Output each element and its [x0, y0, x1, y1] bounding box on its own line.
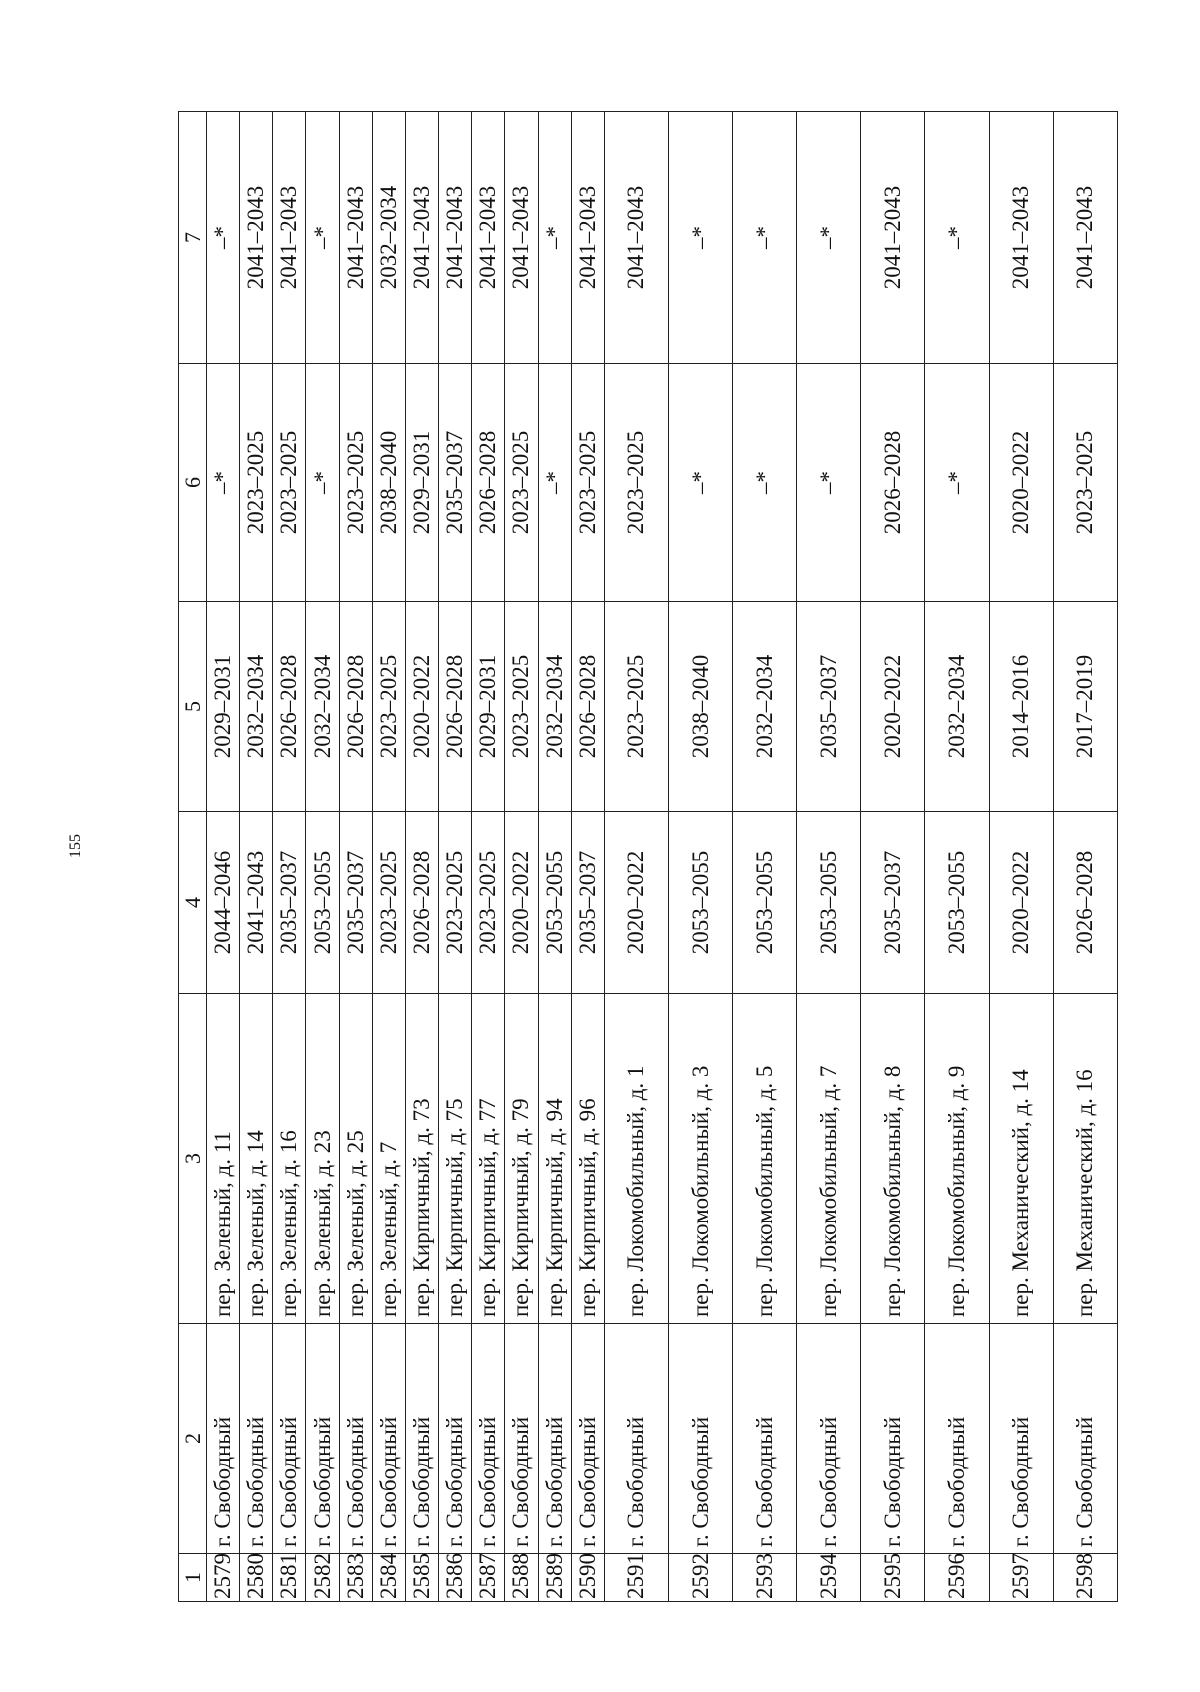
period-col5-cell: 2029–2031: [472, 602, 505, 812]
period-col7-cell: –*: [925, 112, 989, 364]
period-col4-cell: 2041–2043: [240, 812, 273, 994]
period-col4-cell: 2053–2055: [306, 812, 339, 994]
address-cell: пер. Зеленый, д. 11: [207, 994, 240, 1324]
period-col4-cell: 2053–2055: [925, 812, 989, 994]
address-cell: пер. Локомобильный, д. 1: [604, 994, 668, 1324]
period-col6-cell: –*: [733, 364, 797, 602]
city-cell: г. Свободный: [668, 1324, 732, 1554]
period-col4-cell: 2053–2055: [797, 812, 861, 994]
table-row: [472, 112, 505, 1602]
address-cell: пер. Зеленый, д. 16: [273, 994, 306, 1324]
city-cell: г. Свободный: [538, 1324, 571, 1554]
period-col7-cell: 2041–2043: [989, 112, 1053, 364]
table-row: [439, 112, 472, 1602]
table-row: [240, 112, 273, 1602]
row-number-cell: 2595: [861, 1554, 925, 1602]
address-cell: пер. Зеленый, д. 7: [372, 994, 405, 1324]
period-col4-cell: 2020–2022: [505, 812, 538, 994]
row-number-cell: 2584: [372, 1554, 405, 1602]
address-cell: пер. Кирпичный, д. 79: [505, 994, 538, 1324]
address-cell: пер. Кирпичный, д. 77: [472, 994, 505, 1324]
city-cell: г. Свободный: [240, 1324, 273, 1554]
row-number-cell: 2583: [339, 1554, 372, 1602]
column-header: 4: [179, 812, 207, 994]
period-col7-cell: 2041–2043: [472, 112, 505, 364]
row-number-cell: 2597: [989, 1554, 1053, 1602]
city-cell: г. Свободный: [505, 1324, 538, 1554]
page-number: 155: [67, 834, 84, 858]
period-col6-cell: 2029–2031: [405, 364, 438, 602]
period-col4-cell: 2020–2022: [989, 812, 1053, 994]
period-col7-cell: 2041–2043: [505, 112, 538, 364]
period-col5-cell: 2014–2016: [989, 602, 1053, 812]
table-row: [372, 112, 405, 1602]
city-cell: г. Свободный: [207, 1324, 240, 1554]
period-col5-cell: 2017–2019: [1053, 602, 1117, 812]
address-cell: пер. Механический, д. 16: [1053, 994, 1117, 1324]
city-cell: г. Свободный: [733, 1324, 797, 1554]
city-cell: г. Свободный: [339, 1324, 372, 1554]
city-cell: г. Свободный: [571, 1324, 604, 1554]
row-number-cell: 2585: [405, 1554, 438, 1602]
table-row: [733, 112, 797, 1602]
period-col4-cell: 2053–2055: [668, 812, 732, 994]
period-col6-cell: 2023–2025: [339, 364, 372, 602]
address-cell: пер. Механический, д. 14: [989, 994, 1053, 1324]
row-number-cell: 2591: [604, 1554, 668, 1602]
table-row: [861, 112, 925, 1602]
period-col5-cell: 2029–2031: [207, 602, 240, 812]
period-col7-cell: 2041–2043: [1053, 112, 1117, 364]
table-row: [306, 112, 339, 1602]
row-number-cell: 2592: [668, 1554, 732, 1602]
address-cell: пер. Локомобильный, д. 5: [733, 994, 797, 1324]
period-col7-cell: 2032–2034: [372, 112, 405, 364]
address-cell: пер. Локомобильный, д. 9: [925, 994, 989, 1324]
period-col7-cell: 2041–2043: [439, 112, 472, 364]
column-header: 2: [179, 1324, 207, 1554]
period-col6-cell: 2038–2040: [372, 364, 405, 602]
table-row: [1053, 112, 1117, 1602]
period-col4-cell: 2035–2037: [861, 812, 925, 994]
column-header: 1: [179, 1554, 207, 1602]
period-col7-cell: 2041–2043: [604, 112, 668, 364]
table-row: [989, 112, 1053, 1602]
period-col7-cell: –*: [797, 112, 861, 364]
city-cell: г. Свободный: [925, 1324, 989, 1554]
period-col6-cell: 2023–2025: [273, 364, 306, 602]
column-header: 6: [179, 364, 207, 602]
city-cell: г. Свободный: [405, 1324, 438, 1554]
period-col4-cell: 2020–2022: [604, 812, 668, 994]
period-col4-cell: 2035–2037: [339, 812, 372, 994]
period-col6-cell: –*: [538, 364, 571, 602]
table-row: [925, 112, 989, 1602]
period-col5-cell: 2020–2022: [405, 602, 438, 812]
address-cell: пер. Кирпичный, д. 73: [405, 994, 438, 1324]
period-col4-cell: 2053–2055: [733, 812, 797, 994]
period-col5-cell: 2023–2025: [505, 602, 538, 812]
city-cell: г. Свободный: [439, 1324, 472, 1554]
row-number-cell: 2594: [797, 1554, 861, 1602]
period-col6-cell: 2035–2037: [439, 364, 472, 602]
row-number-cell: 2593: [733, 1554, 797, 1602]
period-col5-cell: 2032–2034: [733, 602, 797, 812]
period-col6-cell: 2026–2028: [861, 364, 925, 602]
row-number-cell: 2590: [571, 1554, 604, 1602]
row-number-cell: 2587: [472, 1554, 505, 1602]
period-col5-cell: 2026–2028: [571, 602, 604, 812]
address-cell: пер. Кирпичный, д. 75: [439, 994, 472, 1324]
period-col6-cell: –*: [207, 364, 240, 602]
period-col4-cell: 2026–2028: [1053, 812, 1117, 994]
period-col5-cell: 2026–2028: [339, 602, 372, 812]
column-header: 5: [179, 602, 207, 812]
period-col4-cell: 2053–2055: [538, 812, 571, 994]
period-col7-cell: 2041–2043: [861, 112, 925, 364]
period-col5-cell: 2035–2037: [797, 602, 861, 812]
period-col7-cell: –*: [207, 112, 240, 364]
city-cell: г. Свободный: [861, 1324, 925, 1554]
period-col7-cell: –*: [538, 112, 571, 364]
header-row: [179, 112, 207, 1602]
address-cell: пер. Зеленый, д. 23: [306, 994, 339, 1324]
period-col5-cell: 2038–2040: [668, 602, 732, 812]
city-cell: г. Свободный: [1053, 1324, 1117, 1554]
city-cell: г. Свободный: [472, 1324, 505, 1554]
period-col5-cell: 2032–2034: [240, 602, 273, 812]
table-row: [604, 112, 668, 1602]
table-row: [571, 112, 604, 1602]
period-col4-cell: 2026–2028: [405, 812, 438, 994]
table-row: [538, 112, 571, 1602]
period-col4-cell: 2035–2037: [273, 812, 306, 994]
column-header: 7: [179, 112, 207, 364]
address-cell: пер. Кирпичный, д. 94: [538, 994, 571, 1324]
period-col6-cell: –*: [925, 364, 989, 602]
period-col6-cell: 2023–2025: [604, 364, 668, 602]
period-col5-cell: 2023–2025: [372, 602, 405, 812]
period-col6-cell: 2023–2025: [505, 364, 538, 602]
city-cell: г. Свободный: [372, 1324, 405, 1554]
row-number-cell: 2596: [925, 1554, 989, 1602]
row-number-cell: 2598: [1053, 1554, 1117, 1602]
period-col7-cell: 2041–2043: [405, 112, 438, 364]
period-col6-cell: 2020–2022: [989, 364, 1053, 602]
period-col7-cell: 2041–2043: [240, 112, 273, 364]
column-header: 3: [179, 994, 207, 1324]
period-col4-cell: 2044–2046: [207, 812, 240, 994]
period-col4-cell: 2035–2037: [571, 812, 604, 994]
period-col5-cell: 2032–2034: [306, 602, 339, 812]
row-number-cell: 2586: [439, 1554, 472, 1602]
period-col5-cell: 2026–2028: [439, 602, 472, 812]
table-row: [797, 112, 861, 1602]
period-col5-cell: 2023–2025: [604, 602, 668, 812]
row-number-cell: 2579: [207, 1554, 240, 1602]
period-col4-cell: 2023–2025: [372, 812, 405, 994]
address-cell: пер. Кирпичный, д. 96: [571, 994, 604, 1324]
city-cell: г. Свободный: [273, 1324, 306, 1554]
row-number-cell: 2582: [306, 1554, 339, 1602]
period-col6-cell: 2026–2028: [472, 364, 505, 602]
period-col7-cell: –*: [733, 112, 797, 364]
table-row: [405, 112, 438, 1602]
period-col7-cell: –*: [306, 112, 339, 364]
period-col6-cell: 2023–2025: [240, 364, 273, 602]
period-col5-cell: 2020–2022: [861, 602, 925, 812]
table-container: [178, 112, 1118, 1602]
address-cell: пер. Локомобильный, д. 7: [797, 994, 861, 1324]
period-col6-cell: –*: [668, 364, 732, 602]
table-row: [207, 112, 240, 1602]
period-col4-cell: 2023–2025: [472, 812, 505, 994]
row-number-cell: 2581: [273, 1554, 306, 1602]
table-row: [505, 112, 538, 1602]
period-col6-cell: –*: [797, 364, 861, 602]
city-cell: г. Свободный: [306, 1324, 339, 1554]
period-col7-cell: 2041–2043: [339, 112, 372, 364]
period-col5-cell: 2032–2034: [538, 602, 571, 812]
city-cell: г. Свободный: [797, 1324, 861, 1554]
address-cell: пер. Локомобильный, д. 3: [668, 994, 732, 1324]
period-col5-cell: 2026–2028: [273, 602, 306, 812]
address-cell: пер. Зеленый, д. 14: [240, 994, 273, 1324]
table-row: [273, 112, 306, 1602]
city-cell: г. Свободный: [604, 1324, 668, 1554]
period-col7-cell: 2041–2043: [273, 112, 306, 364]
period-col6-cell: 2023–2025: [1053, 364, 1117, 602]
period-col4-cell: 2023–2025: [439, 812, 472, 994]
period-col7-cell: –*: [668, 112, 732, 364]
city-cell: г. Свободный: [989, 1324, 1053, 1554]
period-col6-cell: 2023–2025: [571, 364, 604, 602]
row-number-cell: 2589: [538, 1554, 571, 1602]
row-number-cell: 2588: [505, 1554, 538, 1602]
period-col7-cell: 2041–2043: [571, 112, 604, 364]
period-col5-cell: 2032–2034: [925, 602, 989, 812]
schedule-table: [178, 111, 1118, 1602]
address-cell: пер. Зеленый, д. 25: [339, 994, 372, 1324]
period-col6-cell: –*: [306, 364, 339, 602]
table-row: [339, 112, 372, 1602]
address-cell: пер. Локомобильный, д. 8: [861, 994, 925, 1324]
row-number-cell: 2580: [240, 1554, 273, 1602]
table-row: [668, 112, 732, 1602]
